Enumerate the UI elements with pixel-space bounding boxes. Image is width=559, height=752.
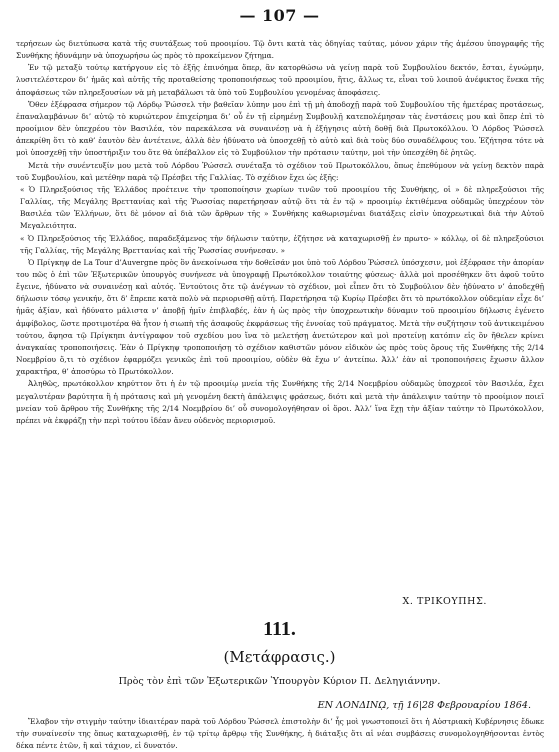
paragraph: Ὅθεν ἐξέφρασα σήμερον τῷ Λόρδῳ Ῥώσσελ τὴν βαθεῖαν λύπην μου ἐπὶ τῇ μὴ ἀποδοχῇ παρὰ τοῦ Συμβουλίου τῆς ἡμετέρας προτάσεως, ἐπαναλαμβάνων δι’ αὐτῷ τὸ κυριώτερον ἐπιχείρημα δι’ οὗ ἐν τῇ εἰρημένῃ Συμβουλῇ κατεπολέμησαν τὰς ἐνστάσεις μου καὶ ὅπερ ἐπὶ τὸ προοίμιον δὲν ὑπεχρέου τὸν Βασιλέα, τὸν παρεκάλεσα νὰ συναινέσῃ νὰ ἡ ἐξήγησις αὐτὴ δοθῇ διὰ Πρωτοκόλλου. Ὁ Λόρδος Ῥώσσελ ἀπεκρίθη ὅτι τὸ καθ’ ἑαυτὸν δὲν ἀντέτεινε, ἀλλὰ δὲν ἠδύνατο νὰ ὑποσχεθῇ τὸ αὐτὸ καὶ διὰ τοὺς δύο συναδέλφους του. Ἐζήτησα τότε νὰ μοὶ ὑποσχεθῇ τὴν ὑποστήριξιν του ὅτε θὰ ὑπέβαλλον εἰς τὸ Συμβούλιον τὴν πρότασιν ταύτην, μοὶ τὴν ὑπεσχέθη δὲ ῥητῶς. (16, 99, 544, 158)
document-recipient: Πρὸς τὸν ἐπὶ τῶν Ἐξωτερικῶν Ὑπουργὸν Κύριον Π. Δεληγιάννην. (118, 676, 441, 687)
closing-body (16, 716, 544, 752)
paragraph: Ἔλαβον τὴν στιγμὴν ταύτην ἰδιαιτέραν παρὰ τοῦ Λόρδου Ῥώσσελ ἐπιστολὴν δι’ ἧς μοὶ γνωστοποιεῖ ὅτι ἡ Αὐστριακὴ Κυβέρνησις ἔδωκε τὴν συναίνεσίν της ὅπως καταχωρισθῇ, ἐν τῷ τρίτῳ ἄρθρῳ τῆς Συνθήκης, ἡ διάταξις ὅτι αἱ νέαι συμβάσεις συνομολογηθήσονται ἐντὸς δέκα πέντε ἐτῶν, ἢ καὶ τάχιον, εἰ δυνατόν. (16, 717, 544, 750)
document-subtitle: (Μετάφρασις.) (223, 648, 336, 666)
document-place-date: ΕΝ ΛΟΝΔΙΝῼ, τῇ 16|28 Φεβρουαρίου 1864. (317, 700, 531, 711)
paragraph: Μετὰ τὴν συνέντευξίν μου μετὰ τοῦ Λόρδου Ῥώσσελ συνέταξα τὸ σχέδιον τοῦ Πρωτοκόλλου, ὅπως ἐπεθύμουν νὰ γείνῃ δεκτὸν παρὰ τοῦ Συμβουλίου, καὶ μετέθην παρὰ τῷ Πρέσβει τῆς Γαλλίας. Τὸ σχέδιον ἔχει ὡς ἑξῆς: (16, 160, 544, 182)
paragraph: τερήσεων ὡς διετύπωσα κατὰ τῆς συντάξεως τοῦ προοιμίου. Τῷ ὄντι κατὰ τὰς ὁδηγίας ταύτας, μόνον χάριν τῆς ἀμέσου ὑπογραφῆς τῆς Συνθήκης ἠδυνάμην νὰ ὑποχωρήσω ὡς πρὸς τὸ προκείμενον ζήτημα. (16, 39, 544, 61)
paragraph: Ἐν τῷ μεταξὺ τούτῳ κατήργουν εἰς τὸ ἑξῆς ἐπινόημα ὅπερ, ἂν κατορθώσω νὰ γείνῃ παρὰ τοῦ Συμβουλίου δεκτόν, ἔσται, ἐγνώμην, λυσιτελέστερον δι’ ἡμᾶς καὶ αὐτῆς τῆς προταθείσης τροποποιήσεως τοῦ προοιμίου, ἥτις, ἄλλως τε, εἶναι τοῦ λοιποῦ ἀνέφικτος ἕνεκα τῆς ἀποφάσεως τῶν πληρεξουσίων νὰ μὴ μεταβάλωσι τὰ ὑπὸ τοῦ Συμβουλίου γενομένας ἀποφάσεις. (16, 63, 544, 97)
paragraph: Ἀληθῶς, πρωτόκολλον κηρύττον ὅτι ἡ ἐν τῷ προοιμίῳ μνεία τῆς Συνθήκης τῆς 2/14 Νοεμβρίου οὐδαμῶς ὑποχρεοῖ τὸν Βασιλέα, ἔχει μεγαλυτέραν βαρύτητα ἢ ἡ πρότασις καὶ μὴ γενομένη δεκτὴ ἀπάλειψις φράσεως, διότι καὶ μετὰ τὴν ἀπάλειψιν ταύτην τὸ προοίμιον ποιεῖ μνείαν τοῦ ἄρθρου τῆς Συνθήκης τῆς 2/14 Νοεμβρίου δι’ οὗ συνομολογήθησαν οἱ ὅροι. Ἀλλ’ ἵνα ἔχῃ τὴν ἀξίαν ταύτην τὸ Πρωτόκολλον, πρέπει νὰ ἐκφράζῃ τὴν περὶ τούτου ἰδέαν ἄνευ οὐδενὸς περιορισμοῦ. (16, 379, 544, 425)
page-number-header: — 107 — (239, 6, 320, 25)
quoted-protocol-paragraph: « Ὁ Πληρεξούσιος τῆς Ἑλλάδος προέτεινε τὴν τροποποίησιν χωρίων τινῶν τοῦ προοιμίου τῆς Συνθήκης, οἱ » δὲ πληρεξούσιοι τῆς Γαλλίας, τῆς Μεγάλης Βρεττανίας καὶ τῆς Ῥωσσίας παρετήρησαν αὐτῷ ὅτι τὰ ἐν τῷ » προοιμίῳ ἐκτιθέμενα οὐδαμῶς ὑπεχρέουν τὸν Βασιλέα τῶν Ἑλλήνων, ὅτι δὲ μόνον αἱ διὰ τῶν ἄρθρων τῆς » Συνθήκης καθωρισμέναι διατάξεις εἰσὶν ὑποχρεωτικαὶ διὰ τὴν Αὐτοῦ Μεγαλειότητα. (20, 184, 544, 231)
quoted-protocol-paragraph: « Ὁ Πληρεξούσιος τῆς Ἑλλάδος, παραδεξάμενος τὴν δήλωσιν ταύτην, ἐζήτησε νὰ καταχωρισθῇ ἐν πρωτο- » κόλλῳ, οἱ δὲ πληρεξούσιοι τῆς Γαλλίας, τῆς Μεγάλης Βρεττανίας καὶ τῆς Ῥωσσίας συνήνεσαν. » (20, 233, 544, 255)
paragraph: Ὁ Πρίγκηψ de La Tour d’Auvergne πρὸς ὃν ἀνεκοίνωσα τὴν δοθεῖσάν μοι ὑπὸ τοῦ Λόρδου Ῥώσσελ ὑπόσχεσιν, μοὶ ἐξέφρασε τὴν ἀπορίαν του πῶς ὁ ἐπὶ τῶν Ἐξωτερικῶν ὑπουργὸς συνήνεσε νὰ ὑπογραφῇ Πρωτόκολλον τοιαύτης φύσεως· ἀλλὰ μοὶ προσέθηκεν ὅτι ἀφοῦ τοῦτο ἔγεινε, ἠδύνατο νὰ συναινέσῃ καὶ αὐτός. Ἐντούτοις ὅτε τῷ ἀνέγνων τὸ σχέδιον, μοὶ εἶπεν ὅτι τὸ Συμβούλιον δὲν ἠδύνατο ν’ ἀποδεχθῇ δήλωσιν τόσῳ γενικήν, ὅτι δ’ ἔπρεπε κατὰ πολὺ νὰ περιορισθῇ αὐτή. Παρετήρησα τῷ Κυρίῳ Πρέσβει ὅτι τὸ πρωτόκολλον οὐδεμίαν εἶχε δι’ ἡμᾶς ἀξίαν, καὶ ἠδύνατο μάλιστα ν’ ἀποβῇ ἡμῖν ἐπιβλαβές, ἐὰν ἡ ὡς πρὸς τὴν ὑποχρεωτικὴν δύναμιν τοῦ προοιμίου δήλωσις ἐγένετο ἀμφίβολος, ὥστε προτιμοτέρα θὰ ἦτον ἡ σιωπὴ τῆς ἀσαφοῦς ἐκφράσεως τῆς ἐννοίας τοῦ πράγματος. Μετὰ τὴν συζήτησιν τοῦ ἀντικειμένου τούτου, ἄφησα τῷ Πρίγκηπι ἀντίγραφον τοῦ σχεδίου μου ἵνα τὸ μελετήσῃ ἀνετώτερον καὶ μοὶ προτείνῃ κατόπιν εἰς ὃν ἤθελεν κρίνει ἀναγκαίας τροποποιήσεις. Ἐὰν ὁ Πρίγκηψ τροποποιήσῃ τὸ σχέδιον καθιστῶν μόνον εἰδικὸν ὡς πρὸς τοὺς ὅρους τῆς Συνθήκης τῆς 2/14 Νοεμβρίου ὅ,τι τὸ σχέδιον ἐφαρμόζει γενικῶς ἐπὶ τοῦ προοιμίου, οὐδὲν θὰ ἔχω ν’ ἀντείπω. Ἀλλ’ ἐὰν αἱ τροποποιήσεις ἔχωσιν ἄλλον χαρακτῆρα, θ’ ἀποσύρω τὸ Πρωτόκολλον. (16, 257, 544, 377)
document-number: 111. (263, 618, 296, 640)
signature: Χ. ΤΡΙΚΟΥΠΗΣ. (402, 596, 487, 607)
letter-body (16, 38, 544, 427)
